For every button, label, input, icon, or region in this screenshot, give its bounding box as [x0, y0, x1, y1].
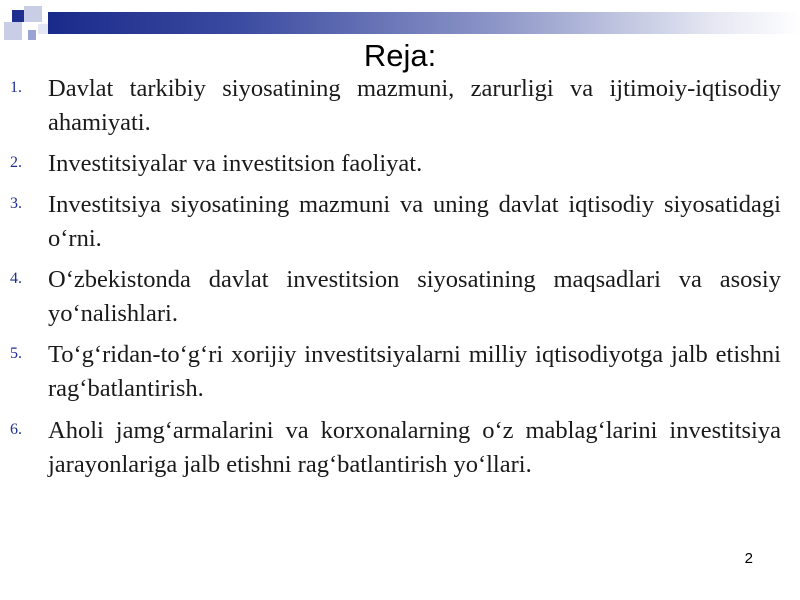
- item-text: Investitsiya siyosatining mazmuni va uning davlat iqtisodiy siyosatidagi o‘rni.: [48, 191, 781, 252]
- item-text: Aholi jamg‘armalarini va korxonalarning o‘z mablag‘larini investitsiya jarayonlariga jalb etishni rag‘batlantirish yo‘llari.: [48, 417, 781, 478]
- header-gradient-bar: [48, 12, 800, 34]
- page-number: 2: [744, 550, 753, 567]
- item-number: 1.: [10, 79, 22, 96]
- item-number: 6.: [10, 421, 22, 438]
- item-text: Investitsiyalar va investitsion faoliyat.: [48, 150, 423, 177]
- item-text: To‘g‘ridan-to‘g‘ri xorijiy investitsiyalarni milliy iqtisodiyotga jalb etishni rag‘batlantirish.: [48, 341, 781, 402]
- item-number: 4.: [10, 270, 22, 287]
- item-number: 3.: [10, 195, 22, 212]
- item-text: O‘zbekistonda davlat investitsion siyosatining maqsadlari va asosiy yo‘nalishlari.: [48, 266, 781, 327]
- decorative-square: [12, 10, 24, 22]
- item-number: 5.: [10, 345, 22, 362]
- decorative-square: [24, 6, 42, 22]
- slide-title: Reja:: [363, 38, 437, 73]
- item-number: 2.: [10, 154, 22, 171]
- item-text: Davlat tarkibiy siyosatining mazmuni, zarurligi va ijtimoiy-iqtisodiy ahamiyati.: [48, 75, 781, 136]
- decorative-square: [38, 24, 48, 34]
